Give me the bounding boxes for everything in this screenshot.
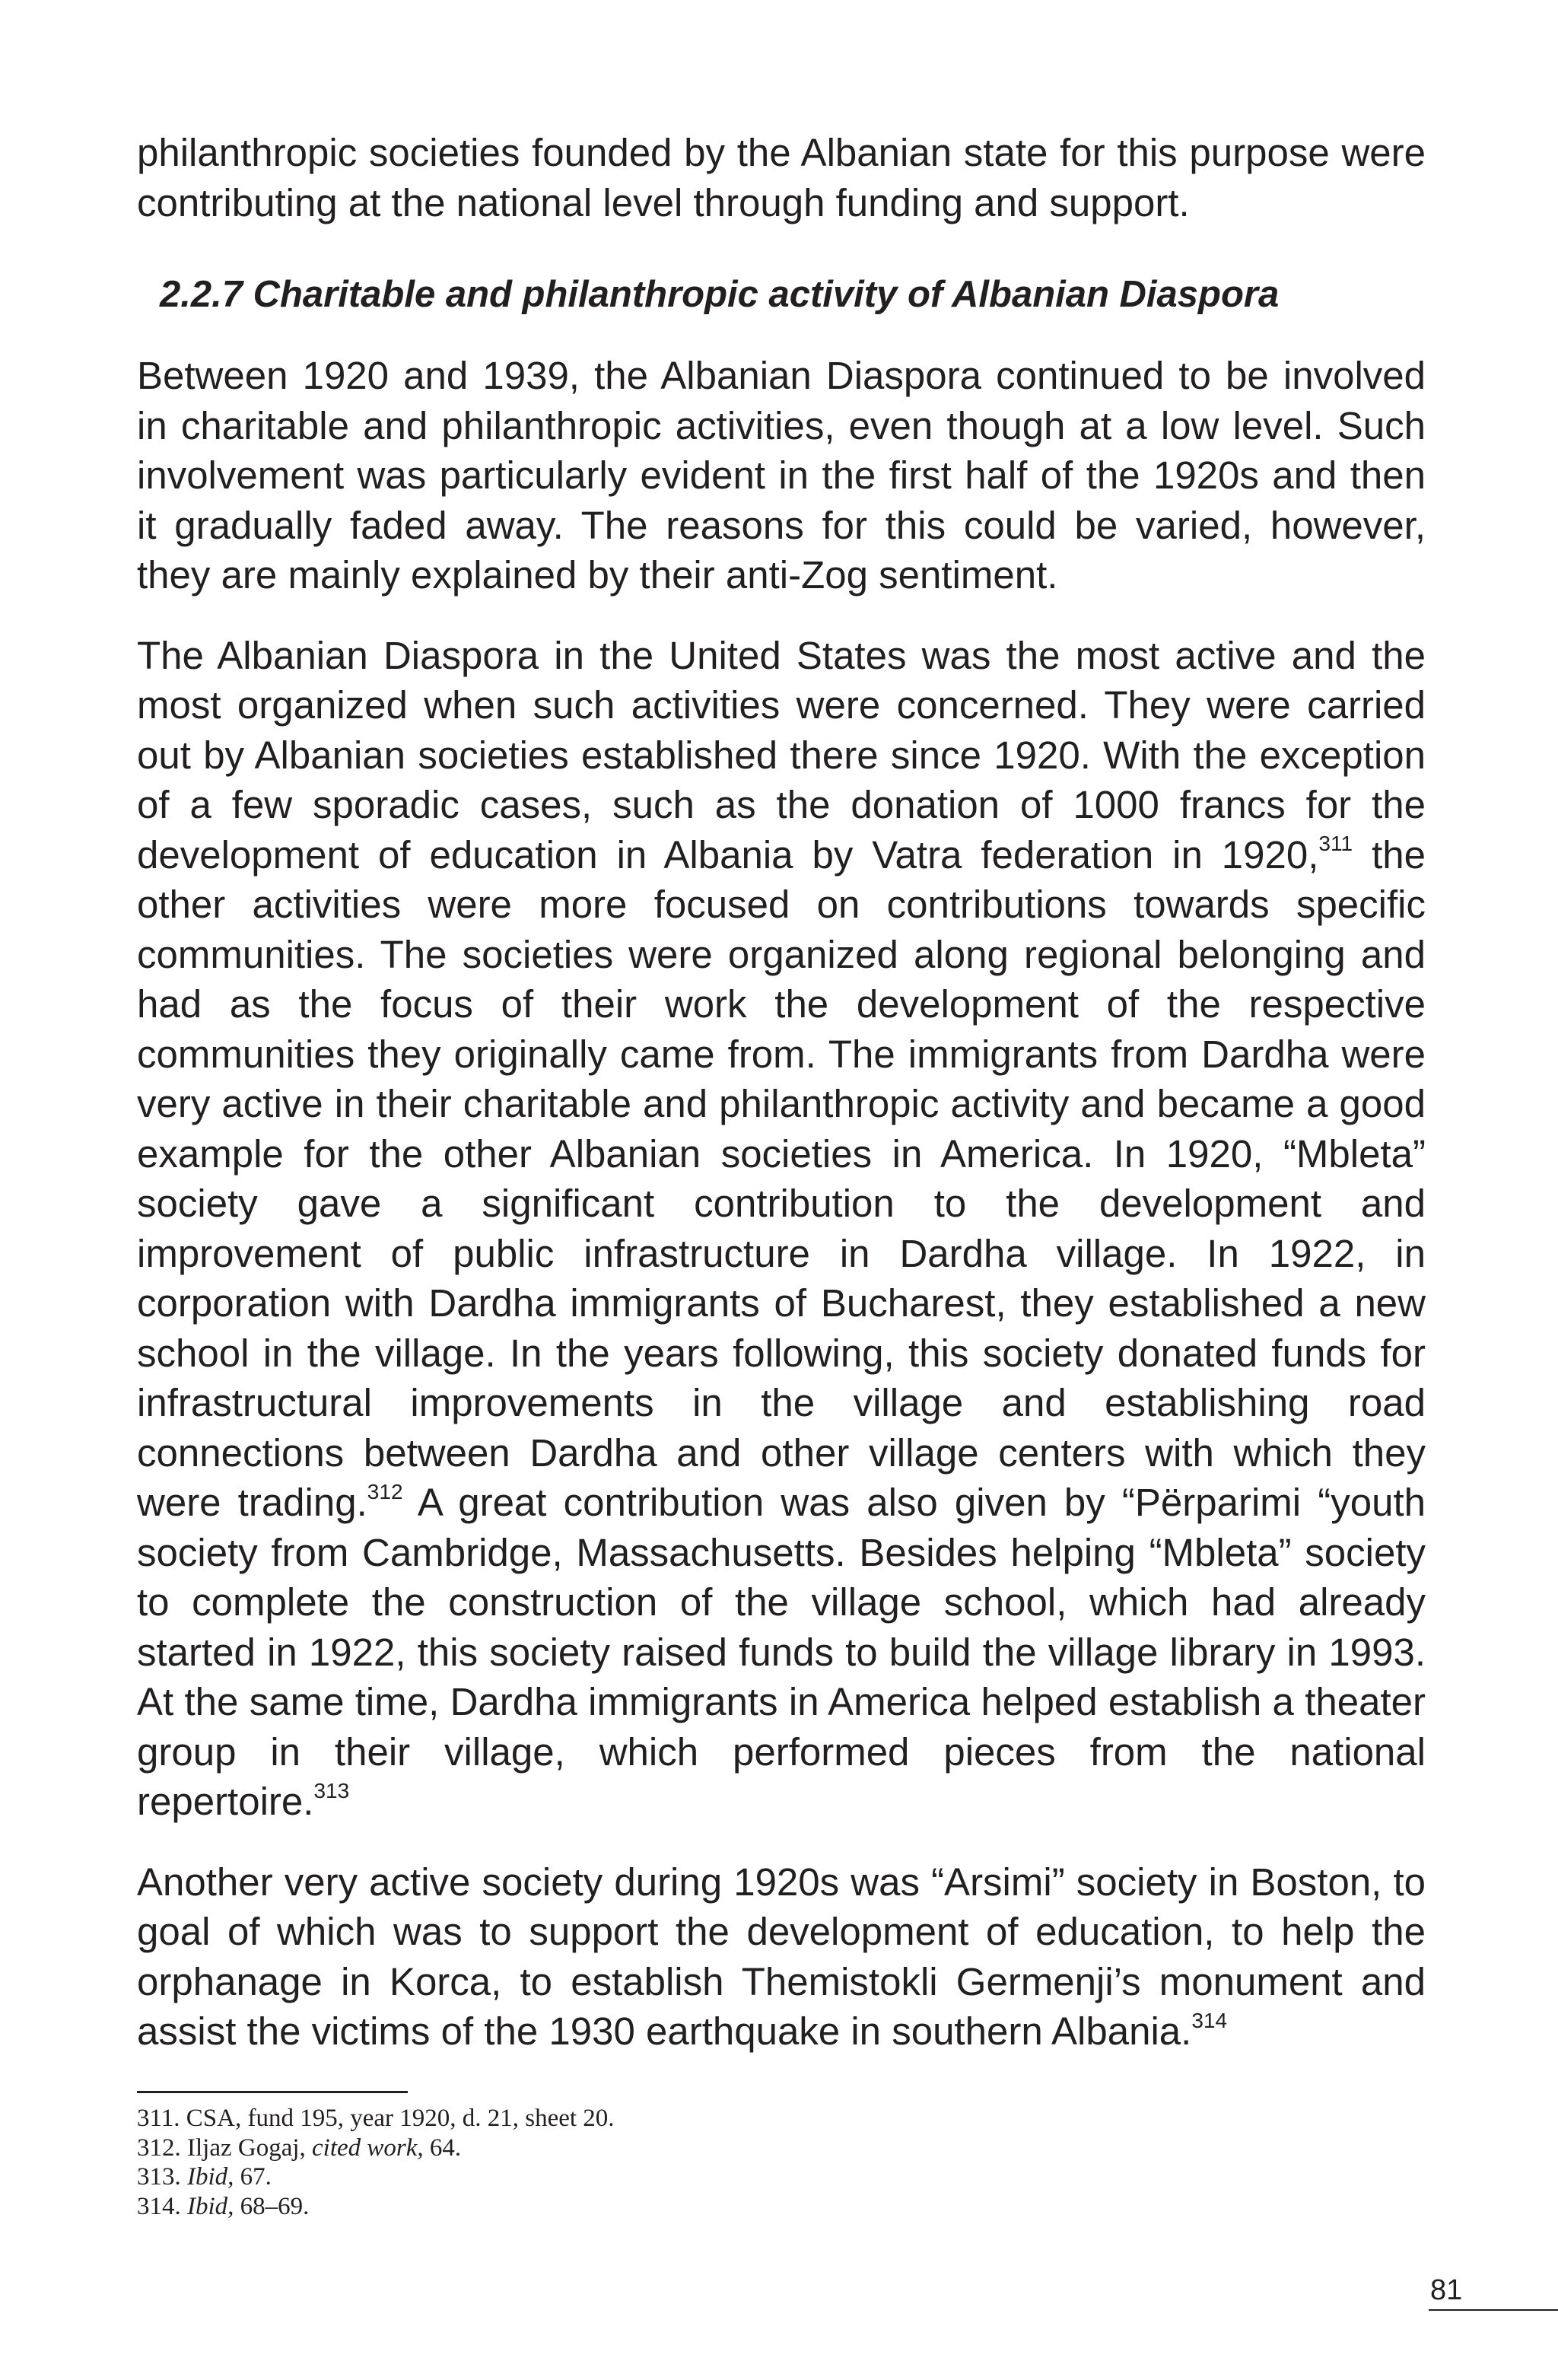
paragraph-2-part-2: the other activities were more focused on contributions towards specific communities. The societies were organized along regional belonging and had as the focus of their work the development of the respective communities they originally came from. The immigrants from Dardha were very active in their charitable and philanthropic activity and became a good example for the other Albanian societies in America. In 1920, “Mbleta” society gave a significant contribution to the development and improvement of public infrastructure in Dardha village. In 1922, in corporation with Dardha immigrants of Bucharest, they established a new school in the village. In the years following, this society donated funds for infrastructural improvements in the village and establishing road connections between Dardha and other village centers with which they were trading.	[137, 832, 1426, 1524]
footnote-313	[137, 2162, 1050, 2192]
page-number: 81	[1430, 2274, 1463, 2306]
footnote-314	[137, 2192, 1050, 2222]
footnote-ref-313: 313	[313, 1778, 350, 1803]
paragraph-3	[137, 1857, 1426, 2057]
section-heading: 2.2.7 Charitable and philanthropic activity of Albanian Diaspora	[160, 274, 1280, 315]
footnote-312-suffix: 64.	[423, 2133, 462, 2162]
paragraph-3-text: Another very active society during 1920s was “Arsimi” society in Boston, to goal of which was to support the development of education, to help the orphanage in Korca, to establish Themistokli Germenji’s monument and assist the victims of the 1930 earthquake in southern Albania.	[137, 1860, 1426, 2053]
footnote-313-prefix: 313.	[137, 2163, 187, 2191]
paragraph-2-part-1: The Albanian Diaspora in the United States was the most active and the most organized when such activities were concerned. They were carried out by Albanian societies established there since 1920. With the exception of a few sporadic cases, such as the donation of 1000 francs for the development of education in Albania by Vatra federation in 1920,	[137, 633, 1426, 877]
footnote-ref-312: 312	[367, 1479, 403, 1503]
footnote-312	[137, 2133, 1050, 2163]
footnote-314-suffix: 68–69.	[234, 2192, 310, 2220]
footnote-313-suffix: 67.	[234, 2163, 272, 2191]
footnote-314-italic: Ibid,	[187, 2192, 234, 2220]
paragraph-1: Between 1920 and 1939, the Albanian Diaspora continued to be involved in charitable and philanthropic activities, even though at a low level. Such involvement was particularly evident in the first half of the 1920s and then it gradually faded away. The reasons for this could be varied, however, they are mainly explained by their anti-Zog sentiment.	[137, 354, 1426, 597]
footnote-312-italic: cited work,	[312, 2133, 424, 2162]
intro-paragraph: philanthropic societies founded by the Albanian state for this purpose were contributing at the national level through funding and support.	[137, 131, 1426, 224]
footnote-311: 311. CSA, fund 195, year 1920, d. 21, sheet 20.	[137, 2105, 615, 2132]
paragraph-2-part-3: A great contribution was also given by “Përparimi “youth society from Cambridge, Massachusetts. Besides helping “Mbleta” society to complete the construction of the village school, which had already started in 1922, this society raised funds to build the village library in 1993. At the same time, Dardha immigrants in America helped establish a theater group in their village, which performed pieces from the national repertoire.	[137, 1481, 1426, 1823]
footnotes	[137, 2104, 1050, 2221]
footnote-divider	[137, 2091, 408, 2093]
paragraph-2	[137, 631, 1426, 1827]
footnote-312-prefix: 312. Iljaz Gogaj,	[137, 2133, 313, 2162]
footnote-314-prefix: 314.	[137, 2192, 187, 2220]
page-number-rule	[1429, 2309, 1558, 2311]
page-content	[137, 128, 1426, 2087]
footnote-ref-311: 311	[1318, 832, 1353, 856]
footnote-ref-314: 314	[1191, 2008, 1228, 2032]
footnote-313-italic: Ibid,	[187, 2163, 234, 2191]
